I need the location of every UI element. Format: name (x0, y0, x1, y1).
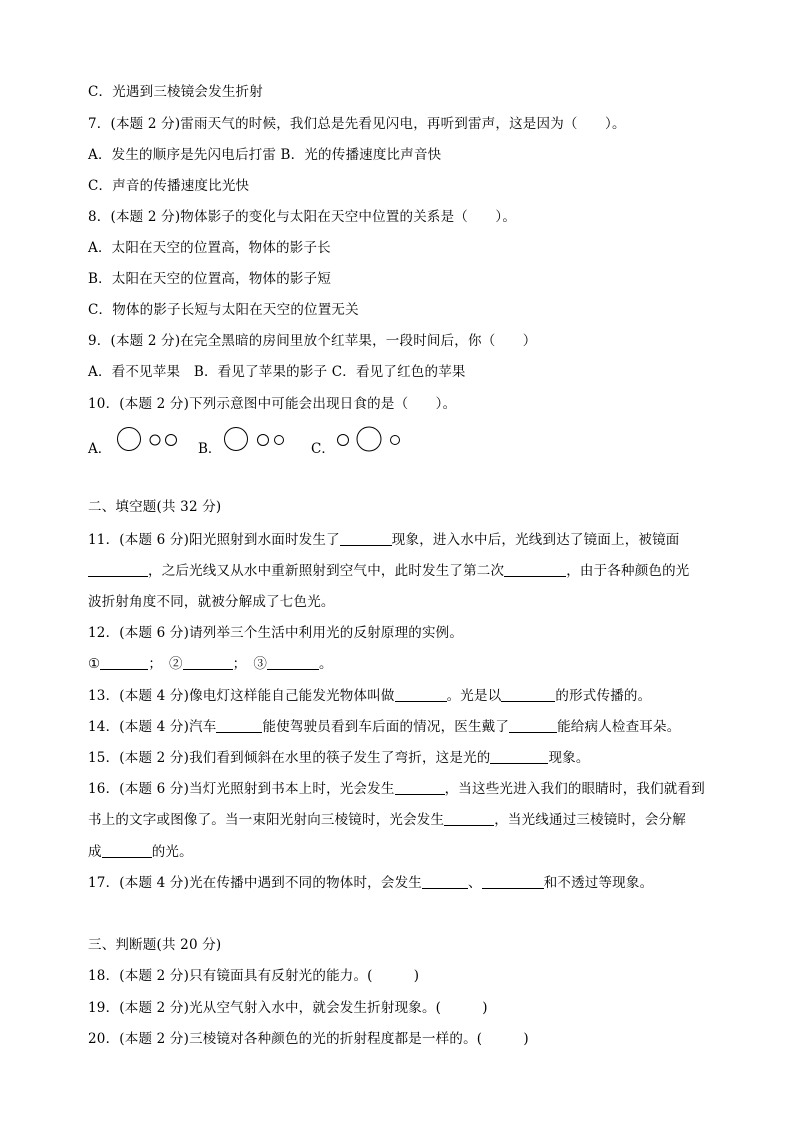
question-18: 18．(本题 2 分)只有镜面具有反射光的能力。( ) (88, 968, 420, 984)
q16-text-5: 成 (88, 844, 102, 860)
q16-text-2: ，当这些光进入我们的眼睛时，我们就看到 (444, 781, 705, 797)
question-13 (88, 686, 651, 706)
q17-separator: 、 (467, 875, 482, 891)
q11-blank-1[interactable] (340, 531, 392, 546)
question-16-line-3 (88, 842, 193, 862)
q16-blank-3[interactable] (102, 843, 152, 858)
question-12: 12．(本题 6 分)请列举三个生活中利用光的反射原理的实例。 (88, 625, 464, 641)
option-c-label: C． (311, 441, 335, 457)
question-12-answers (88, 654, 333, 674)
option-a-label: A． (88, 441, 112, 457)
q12-blank-1[interactable] (100, 655, 148, 670)
sun-circle (357, 427, 381, 451)
q13-blank-1[interactable] (395, 687, 447, 702)
q16-text-6: 的光。 (151, 844, 193, 860)
q17-text-1: 17．(本题 4 分)光在传播中遇到不同的物体时，会发生 (88, 875, 422, 891)
q8-option-c: C．物体的影子长短与太阳在天空的位置无关 (88, 302, 359, 318)
option-b-label: B． (198, 441, 222, 457)
q12-blank-2[interactable] (183, 655, 233, 670)
q16-text-3: 书上的文字或图像了。当一束阳光射向三棱镜时，光会发生 (88, 812, 445, 828)
q8-option-a: A．太阳在天空的位置高，物体的影子长 (88, 240, 331, 256)
question-8: 8．(本题 2 分)物体影子的变化与太阳在天空中位置的关系是（ ）。 (88, 209, 517, 225)
question-11-line-1 (88, 530, 680, 550)
q6-option-c: C．光遇到三棱镜会发生折射 (88, 84, 263, 100)
question-14 (88, 717, 680, 737)
question-20: 20．(本题 2 分)三棱镜对各种颜色的光的折射程度都是一样的。( ) (88, 1031, 529, 1047)
option-c-diagram (333, 424, 403, 454)
q12-marker-3: ； ③ (232, 656, 268, 672)
moon-circle (275, 436, 284, 445)
question-19: 19．(本题 2 分)光从空气射入水中，就会发生折射现象。( ) (88, 1000, 488, 1016)
q15-blank-1[interactable] (490, 749, 548, 764)
question-11-line-2 (88, 561, 690, 581)
q13-blank-2[interactable] (501, 687, 555, 702)
question-11-line-3: 波折射角度不同，就被分解成了七色光。 (88, 594, 335, 610)
q11-text-4: ，由于各种颜色的光 (566, 563, 690, 579)
earth-circle (391, 436, 400, 445)
q16-blank-1[interactable] (395, 780, 445, 795)
q11-blank-2[interactable] (88, 562, 148, 577)
q14-blank-2[interactable] (509, 718, 557, 733)
q16-blank-2[interactable] (444, 811, 494, 826)
q17-text-2: 和不透过等现象。 (543, 875, 654, 891)
moon-circle (150, 435, 160, 445)
q14-text-3: 能给病人检查耳朵。 (557, 719, 681, 735)
q7-options-ab: A．发生的顺序是先闪电后打雷 B．光的传播速度比声音快 (88, 147, 442, 163)
earth-circle (258, 435, 269, 446)
question-9: 9．(本题 2 分)在完全黑暗的房间里放个红苹果，一段时间后，你（ ） (88, 333, 537, 349)
q14-text-1: 14．(本题 4 分)汽车 (88, 719, 217, 735)
q15-text-1: 15．(本题 2 分)我们看到倾斜在水里的筷子发生了弯折，这是光的 (88, 750, 491, 766)
q13-text-2: 。光是以 (446, 688, 502, 704)
q11-blank-3[interactable] (504, 562, 566, 577)
q15-text-2: 现象。 (548, 750, 590, 766)
q8-option-b: B．太阳在天空的位置高，物体的影子短 (88, 271, 332, 287)
earth-circle (166, 435, 177, 446)
section-3-heading: 三、判断题(共 20 分) (88, 937, 222, 953)
question-17 (88, 873, 653, 893)
q12-blank-3[interactable] (267, 655, 319, 670)
q12-marker-2: ； ② (148, 656, 183, 672)
q12-marker-1: ① (88, 656, 101, 672)
question-15 (88, 748, 590, 768)
q12-end: 。 (319, 656, 333, 672)
section-2-heading: 二、填空题(共 32 分) (88, 499, 222, 515)
question-16-line-1 (88, 779, 705, 799)
q17-blank-2[interactable] (482, 874, 544, 889)
q7-option-c: C．声音的传播速度比光快 (88, 178, 250, 194)
q11-text-3: ，之后光线又从水中重新照射到空气中，此时发生了第二次 (148, 563, 505, 579)
q13-text-1: 13．(本题 4 分)像电灯这样能自己能发光物体叫做 (88, 688, 395, 704)
moon-circle (338, 435, 349, 446)
question-7: 7．(本题 2 分)雷雨天气的时候，我们总是先看见闪电，再听到雷声，这是因为（ ）。 (88, 116, 626, 132)
q13-text-3: 的形式传播的。 (555, 688, 652, 704)
q9-options: A．看不见苹果 B．看见了苹果的影子 C．看见了红色的苹果 (88, 364, 466, 380)
sun-circle (225, 428, 248, 451)
q16-text-1: 16．(本题 6 分)当灯光照射到书本上时，光会发生 (88, 781, 395, 797)
q14-text-2: 能使驾驶员看到车后面的情况，医生戴了 (262, 719, 510, 735)
sun-circle (118, 428, 141, 451)
question-10: 10．(本题 2 分)下列示意图中可能会出现日食的是（ ）。 (88, 396, 457, 412)
q11-text-2: 现象，进入水中后，光线到达了镜面上，被镜面 (391, 532, 680, 548)
q17-blank-1[interactable] (422, 874, 468, 889)
option-a-diagram (114, 424, 184, 454)
q16-text-4: ，当光线通过三棱镜时，会分解 (494, 812, 687, 828)
q14-blank-1[interactable] (216, 718, 262, 733)
option-b-diagram (221, 424, 293, 454)
q11-text-1: 11．(本题 6 分)阳光照射到水面时发生了 (88, 532, 340, 548)
eclipse-diagram-options (88, 424, 428, 458)
question-16-line-2 (88, 810, 686, 830)
